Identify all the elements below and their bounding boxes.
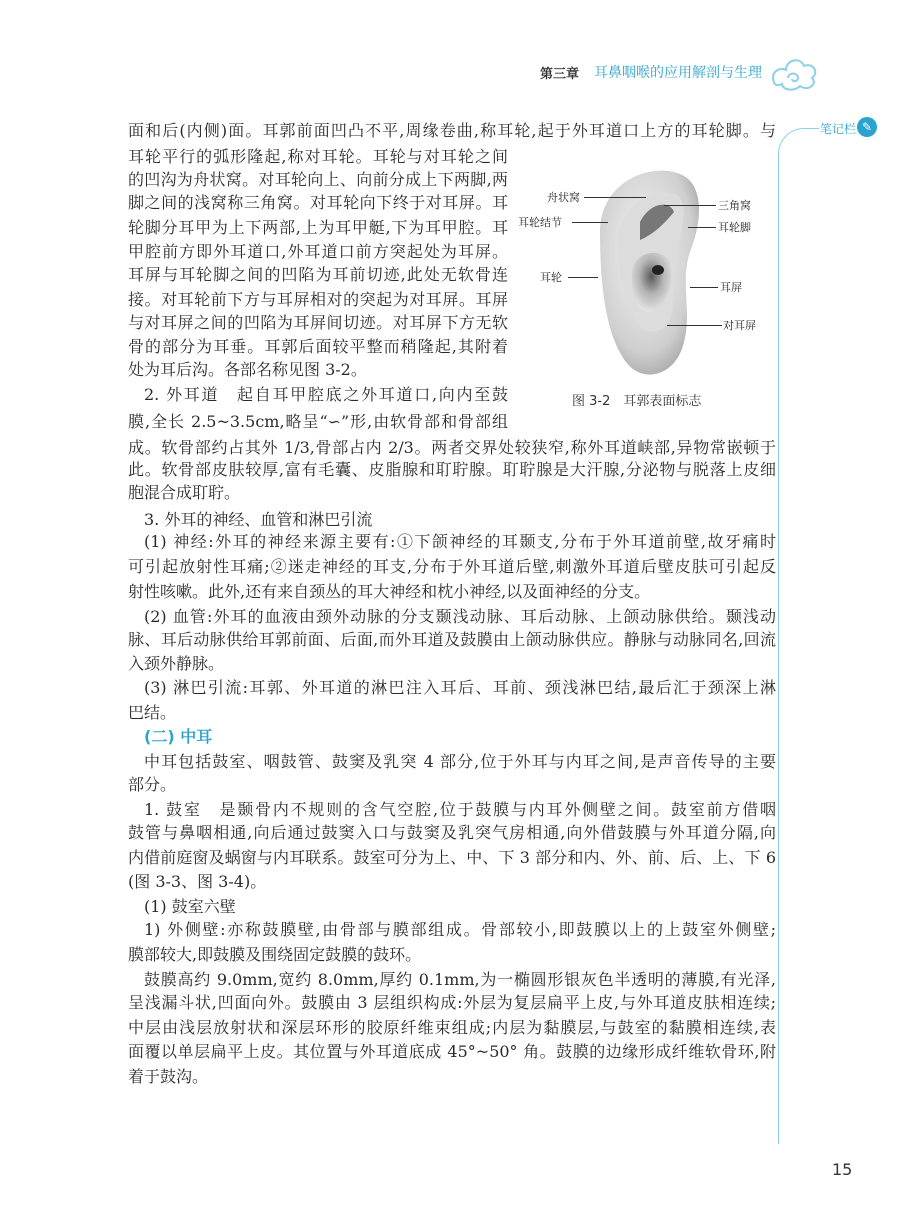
text-line: 呈浅漏斗状,凹面向外。鼓膜由 3 层组织构成:外层为复层扁平上皮,与外耳道皮肤相连续; bbox=[128, 993, 776, 1012]
chapter-number: 第三章 bbox=[540, 67, 580, 82]
text-line: 面覆以单层扁平上皮。其位置与外耳道底成 45°~50° 角。鼓膜的边缘形成纤维软骨环,附 bbox=[128, 1042, 776, 1061]
leader-line bbox=[688, 227, 716, 228]
text-line: 膜,全长 2.5~3.5cm,略呈“∽”形,由软骨部和骨部组 bbox=[128, 412, 508, 431]
notes-column-label: 笔记栏 bbox=[820, 122, 857, 136]
text-line: 中耳包括鼓室、咽鼓管、鼓窦及乳突 4 部分,位于外耳与内耳之间,是声音传导的主要 bbox=[144, 752, 776, 771]
text-line: (1) 神经:外耳的神经来源主要有:①下颌神经的耳颞支,分布于外耳道前壁,故牙痛时 bbox=[144, 532, 776, 551]
text-line: 1) 外侧壁:亦称鼓膜壁,由骨部与膜部组成。骨部较小,即鼓膜以上的上鼓室外侧壁; bbox=[144, 920, 776, 939]
ear-illustration bbox=[580, 162, 710, 384]
leader-line bbox=[690, 287, 718, 288]
leader-line bbox=[664, 205, 716, 206]
text-line: 鼓管与鼻咽相通,向后通过鼓窦入口与鼓窦及乳突气房相通,向外借鼓膜与外耳道分隔,向 bbox=[128, 823, 776, 842]
pencil-icon: ✎ bbox=[857, 117, 877, 137]
text-line: (3) 淋巴引流:耳郭、外耳道的淋巴注入耳后、耳前、颈浅淋巴结,最后汇于颈深上淋 bbox=[144, 678, 776, 697]
figure-caption: 图 3-2 耳郭表面标志 bbox=[572, 394, 702, 409]
label-darwin-tubercle: 耳轮结节 bbox=[518, 216, 562, 229]
leader-line bbox=[568, 277, 598, 278]
label-helix-crus: 耳轮脚 bbox=[718, 221, 751, 234]
leader-line bbox=[584, 197, 646, 198]
text-line: 射性咳嗽。此外,还有来自颈丛的耳大神经和枕小神经,以及面神经的分支。 bbox=[128, 582, 651, 601]
text-line: 此。软骨部皮肤较厚,富有毛囊、皮脂腺和耵聍腺。耵聍腺是大汗腺,分泌物与脱落上皮细 bbox=[128, 460, 776, 479]
text-line: 轮脚分耳甲为上下两部,上为耳甲艇,下为耳甲腔。耳 bbox=[128, 218, 508, 237]
text-line: 骨的部分为耳垂。耳郭后面较平整而稍隆起,其附着 bbox=[128, 337, 508, 356]
leader-line bbox=[667, 325, 722, 326]
leader-line bbox=[572, 222, 608, 223]
text-line: 脉、耳后动脉供给耳郭前面、后面,而外耳道及鼓膜由上颌动脉供应。静脉与动脉同名,回流 bbox=[128, 630, 776, 649]
text-line: (2) 血管:外耳的血液由颈外动脉的分支颞浅动脉、耳后动脉、上颌动脉供给。颞浅动 bbox=[144, 607, 776, 626]
text-line: 2. 外耳道 起自耳甲腔底之外耳道口,向内至鼓 bbox=[144, 385, 508, 404]
label-helix: 耳轮 bbox=[540, 271, 562, 284]
chapter-title: 耳鼻咽喉的应用解剖与生理 bbox=[594, 65, 762, 81]
text-line: 1. 鼓室 是颞骨内不规则的含气空腔,位于鼓膜与内耳外侧壁之间。鼓室前方借咽 bbox=[144, 800, 776, 819]
text-line: 处为耳后沟。各部名称见图 3-2。 bbox=[128, 360, 367, 379]
text-line: 甲腔前方即外耳道口,外耳道口前方突起处为耳屏。 bbox=[128, 242, 508, 261]
label-scaphoid-fossa: 舟状窝 bbox=[547, 191, 580, 204]
text-line: (图 3-3、图 3-4)。 bbox=[128, 872, 267, 891]
text-line: 的凹沟为舟状窝。对耳轮向上、向前分成上下两脚,两 bbox=[128, 170, 508, 189]
text-line: 3. 外耳的神经、血管和淋巴引流 bbox=[144, 510, 373, 529]
text-line: 可引起放射性耳痛;②迷走神经的耳支,分布于外耳道后壁,刺激外耳道后壁皮肤可引起反 bbox=[128, 557, 776, 576]
text-line: 膜部较大,即鼓膜及围绕固定鼓膜的鼓环。 bbox=[128, 945, 422, 964]
text-line: 接。对耳轮前下方与耳屏相对的突起为对耳屏。耳屏 bbox=[128, 290, 508, 309]
label-tragus: 耳屏 bbox=[720, 281, 742, 294]
text-line: 面和后(内侧)面。耳郭前面凹凸不平,周缘卷曲,称耳轮,起于外耳道口上方的耳轮脚。与 bbox=[128, 121, 776, 140]
text-line: 耳轮平行的弧形隆起,称对耳轮。耳轮与对耳轮之间 bbox=[128, 147, 508, 166]
text-line: 着于鼓沟。 bbox=[128, 1067, 209, 1086]
text-line: 中层由浅层放射状和深层环形的胶原纤维束组成;内层为黏膜层,与鼓室的黏膜相连续,表 bbox=[128, 1018, 776, 1037]
label-triangular-fossa: 三角窝 bbox=[718, 199, 751, 212]
text-line: 耳屏与耳轮脚之间的凹陷为耳前切迹,此处无软骨连 bbox=[128, 265, 508, 284]
text-line: 成。软骨部约占其外 1/3,骨部占内 2/3。两者交界处较狭窄,称外耳道峡部,异物常嵌顿于 bbox=[128, 438, 776, 457]
text-line: 巴结。 bbox=[128, 703, 177, 722]
text-line: 脚之间的浅窝称三角窝。对耳轮向下终于对耳屏。耳 bbox=[128, 193, 508, 212]
text-line: 入颈外静脉。 bbox=[128, 654, 225, 673]
page-number: 15 bbox=[832, 1160, 853, 1179]
text-line: 部分。 bbox=[128, 775, 177, 794]
label-antitragus: 对耳屏 bbox=[723, 319, 756, 332]
text-line: 内借前庭窗及蜗窗与内耳联系。鼓室可分为上、中、下 3 部分和内、外、前、后、上、下 6 bbox=[128, 848, 776, 867]
text-line: 胞混合成耵聍。 bbox=[128, 483, 241, 502]
notes-column-rail bbox=[778, 128, 819, 1144]
text-line: (1) 鼓室六壁 bbox=[144, 897, 236, 916]
cloud-ornament-icon bbox=[768, 52, 820, 94]
text-line: 鼓膜高约 9.0mm,宽约 8.0mm,厚约 0.1mm,为一椭圆形银灰色半透明的薄膜,有光泽, bbox=[144, 970, 776, 989]
section-heading: (二) 中耳 bbox=[144, 727, 213, 746]
text-line: 与对耳屏之间的凹陷为耳屏间切迹。对耳屏下方无软 bbox=[128, 313, 508, 332]
